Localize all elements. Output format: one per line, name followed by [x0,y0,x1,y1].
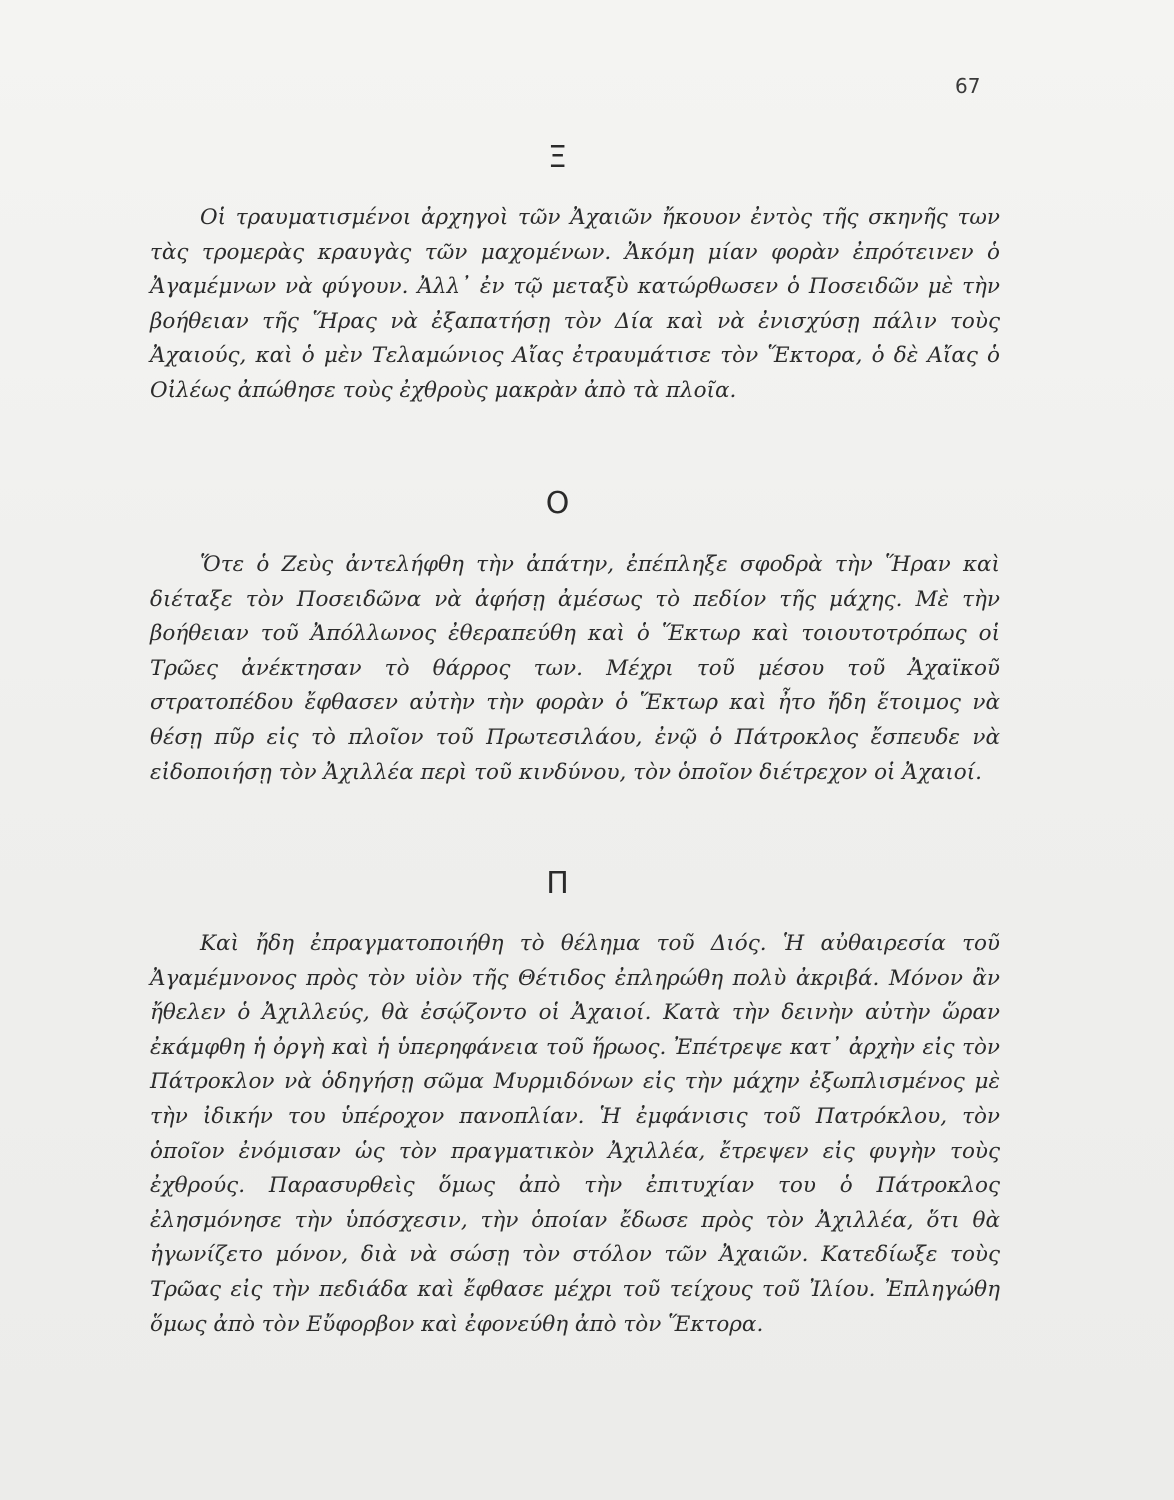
paragraph-omicron: Ὅτε ὁ Ζεὺς ἀντελήφθη τὴν ἀπάτην, ἐπέπληξε σφοδρὰ τὴν Ἥραν καὶ διέταξε τὸν Ποσειδῶνα νὰ ἀφήσῃ ἀμέσως τὸ πεδίον τῆς μάχης. Μὲ τὴν βοήθειαν τοῦ Ἀπόλλωνος ἐθεραπεύθη καὶ ὁ Ἕκτωρ καὶ τοιουτοτρόπως οἱ Τρῶες ἀνέκτησαν τὸ θάρρος των. Μέχρι τοῦ μέσου τοῦ Ἀχαϊκοῦ στρατοπέδου ἔφθασεν αὐτὴν τὴν φορὰν ὁ Ἕκτωρ καὶ ἦτο ἤδη ἕτοιμος νὰ θέσῃ πῦρ εἰς τὸ πλοῖον τοῦ Πρωτεσιλάου, ἐνῷ ὁ Πάτροκλος ἔσπευδε νὰ εἰδοποιήσῃ τὸν Ἀχιλλέα περὶ τοῦ κινδύνου, τὸν ὁποῖον διέτρεχον οἱ Ἀχαιοί. [150,552,1000,785]
section-heading-xi: Ξ [548,140,568,175]
paragraph-xi: Οἱ τραυματισμένοι ἀρχηγοὶ τῶν Ἀχαιῶν ἤκουον ἐντὸς τῆς σκηνῆς των τὰς τρομερὰς κραυγὰς τῶν μαχομένων. Ἀκόμη μίαν φορὰν ἐπρότεινεν ὁ Ἀγαμέμνων νὰ φύγουν. Ἀλλ᾽ ἐν τῷ μεταξὺ κατώρθωσεν ὁ Ποσειδῶν μὲ τὴν βοήθειαν τῆς Ἥρας νὰ ἐξαπατήσῃ τὸν Δία καὶ νὰ ἐνισχύσῃ πάλιν τοὺς Ἀχαιούς, καὶ ὁ μὲν Τελαμώνιος Αἴας ἐτραυμάτισε τὸν Ἕκτορα, ὁ δὲ Αἴας ὁ Οἰλέως ἀπώθησε τοὺς ἐχθροὺς μακρὰν ἀπὸ τὰ πλοῖα. [150,205,1000,403]
paragraph-pi: Καὶ ἤδη ἐπραγματοποιήθη τὸ θέλημα τοῦ Διός. Ἡ αὐθαιρεσία τοῦ Ἀγαμέμνονος πρὸς τὸν υἱὸν τῆς Θέτιδος ἐπληρώθη πολὺ ἀκριβά. Μόνον ἂν ἤθελεν ὁ Ἀχιλλεύς, θὰ ἐσῴζοντο οἱ Ἀχαιοί. Κατὰ τὴν δεινὴν αὐτὴν ὥραν ἐκάμφθη ἡ ὀργὴ καὶ ἡ ὑπερηφάνεια τοῦ ἥρωος. Ἐπέτρεψε κατ᾽ ἀρχὴν εἰς τὸν Πάτροκλον νὰ ὁδηγήσῃ σῶμα Μυρμιδόνων εἰς τὴν μάχην ἐξωπλισμένος μὲ τὴν ἰδικήν του ὑπέροχον πανοπλίαν. Ἡ ἐμφάνισις τοῦ Πατρόκλου, τὸν ὁποῖον ἐνόμισαν ὡς τὸν πραγματικὸν Ἀχιλλέα, ἔτρεψεν εἰς φυγὴν τοὺς ἐχθρούς. Παρασυρθεὶς ὅμως ἀπὸ τὴν ἐπιτυχίαν του ὁ Πάτροκλος ἐλησμόνησε τὴν ὑπόσχεσιν, τὴν ὁποίαν ἔδωσε πρὸς τὸν Ἀχιλλέα, ὅτι θὰ ἠγωνίζετο μόνον, διὰ νὰ σώσῃ τὸν στόλον τῶν Ἀχαιῶν. Κατεδίωξε τοὺς Τρῶας εἰς τὴν πεδιάδα καὶ ἔφθασε μέχρι τοῦ τείχους τοῦ Ἰλίου. Ἐπληγώθη ὅμως ἀπὸ τὸν Εὔφορβον καὶ ἐφονεύθη ἀπὸ τὸν Ἕκτορα. [150,931,1000,1337]
section-heading-pi: Π [546,866,570,901]
page-number: 67 [955,74,981,98]
section-heading-omicron: Ο [545,486,571,521]
